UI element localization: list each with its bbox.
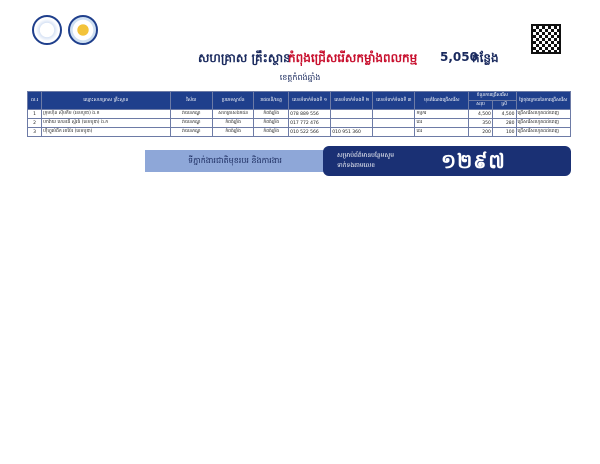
cell-phone3 xyxy=(373,119,415,128)
hotline-caption-2: ទាក់ទងតាមលេខ xyxy=(337,162,376,169)
cell-province: កំពង់ឆ្នាំង xyxy=(254,128,289,137)
cell-phone1: 010 522 566 xyxy=(289,128,331,137)
cell-phone2 xyxy=(331,110,373,119)
cell-province: កំពង់ឆ្នាំង xyxy=(254,110,289,119)
cell-total: 350 xyxy=(469,119,493,128)
cell-sector: វាយនភណ្ឌ xyxy=(170,128,213,137)
col-total: សរុប xyxy=(469,101,493,110)
cell-phone3 xyxy=(373,128,415,137)
col-type: ប្រភេទស្ថាប័ន xyxy=(213,92,254,110)
cell-phone2: 010 951 360 xyxy=(331,128,373,137)
col-position: មុខតំណែងជ្រើសរើស xyxy=(415,92,469,110)
cell-phone1: 078 889 556 xyxy=(289,110,331,119)
col-recruit-count: ចំនួនការជ្រើសរើស xyxy=(469,92,516,101)
cell-phone2 xyxy=(331,119,373,128)
cell-type: កំពង់ឆ្នាំង xyxy=(213,119,254,128)
col-no: ល.រ xyxy=(28,92,42,110)
cell-type: កំពង់ឆ្នាំង xyxy=(213,128,254,137)
hotline-number: ១២៩៧ xyxy=(441,149,506,173)
table-row xyxy=(28,110,571,119)
cell-sector: វាយនភណ្ឌ xyxy=(170,119,213,128)
job-unit: កន្លែង xyxy=(472,51,499,65)
cell-position: ដេរ xyxy=(415,119,469,128)
job-title: កំពុងជ្រើសរើសកម្លាំងពលកម្ម xyxy=(288,51,418,65)
cell-sector: វាយនភណ្ឌ xyxy=(170,110,213,119)
col-province: រាជធានី/ខេត្ត xyxy=(254,92,289,110)
cell-deadline: ជ្រើសរើសរហូតដល់ពេញ xyxy=(516,110,570,119)
col-phone2: លេខទំនាក់ទំនងទី ២ xyxy=(331,92,373,110)
cell-female: 280 xyxy=(492,119,516,128)
agency-logo xyxy=(32,15,62,45)
hotline-box xyxy=(323,146,571,176)
org-label: សហគ្រាស គ្រឹះស្ថាន xyxy=(198,51,291,65)
cell-province: កំពង់ឆ្នាំង xyxy=(254,119,289,128)
cell-no: 3 xyxy=(28,128,42,137)
col-name: ឈ្មោះសហគ្រាស គ្រឹះស្ថាន xyxy=(42,92,170,110)
cell-no: 1 xyxy=(28,110,42,119)
cell-total: 4,500 xyxy=(469,110,493,119)
cell-position: កម្មករ xyxy=(415,110,469,119)
cell-type: សហគ្រាសឯកជន xyxy=(213,110,254,119)
job-table xyxy=(27,91,571,137)
col-deadline: ថ្ងៃចុងក្រោយនៃការជ្រើសរើស xyxy=(516,92,570,110)
cell-no: 2 xyxy=(28,119,42,128)
col-sector: វិស័យ xyxy=(170,92,213,110)
cell-deadline: ជ្រើសរើសរហូតដល់ពេញ xyxy=(516,119,570,128)
province-label: ខេត្តកំពង់ឆ្នាំង xyxy=(279,73,321,82)
page-title xyxy=(0,50,600,70)
cell-deadline: ជ្រើសរើសរហូតដល់ពេញ xyxy=(516,128,570,137)
cell-phone1: 017 772 476 xyxy=(289,119,331,128)
cell-phone3 xyxy=(373,110,415,119)
cell-position: ដេរ xyxy=(415,128,469,137)
col-phone3: លេខទំនាក់ទំនងទី ៣ xyxy=(373,92,415,110)
agency-name-bar: ទីភ្នាក់ងារជាតិមុខរបរ និងការងារ xyxy=(145,150,325,172)
hotline-caption-1: សម្រាប់ព័ត៌មានបន្ថែមសូម xyxy=(337,152,395,159)
job-count: 5,050 xyxy=(440,50,478,64)
cell-female: 4,500 xyxy=(492,110,516,119)
cell-total: 200 xyxy=(469,128,493,137)
cell-female: 100 xyxy=(492,128,516,137)
col-female: ស្រី xyxy=(492,101,516,110)
cell-name: ក្រុមហ៊ុន ស៊ីមកឺម (ខេមបូឌា) ឯ.ក xyxy=(42,110,170,119)
table-row xyxy=(28,128,571,137)
cell-name: ហ៊ីហ្វូម៉េជីក អាប៉ែរ (ខេមបូឌា) xyxy=(42,128,170,137)
ministry-logo xyxy=(68,15,98,45)
table-row xyxy=(28,119,571,128)
col-phone1: លេខទំនាក់ទំនងទី ១ xyxy=(289,92,331,110)
cell-name: ហាវ៉ាយ ហេនធើ ស្ព័រធ៍ (ខេមបូឌា) ឯ.ក xyxy=(42,119,170,128)
